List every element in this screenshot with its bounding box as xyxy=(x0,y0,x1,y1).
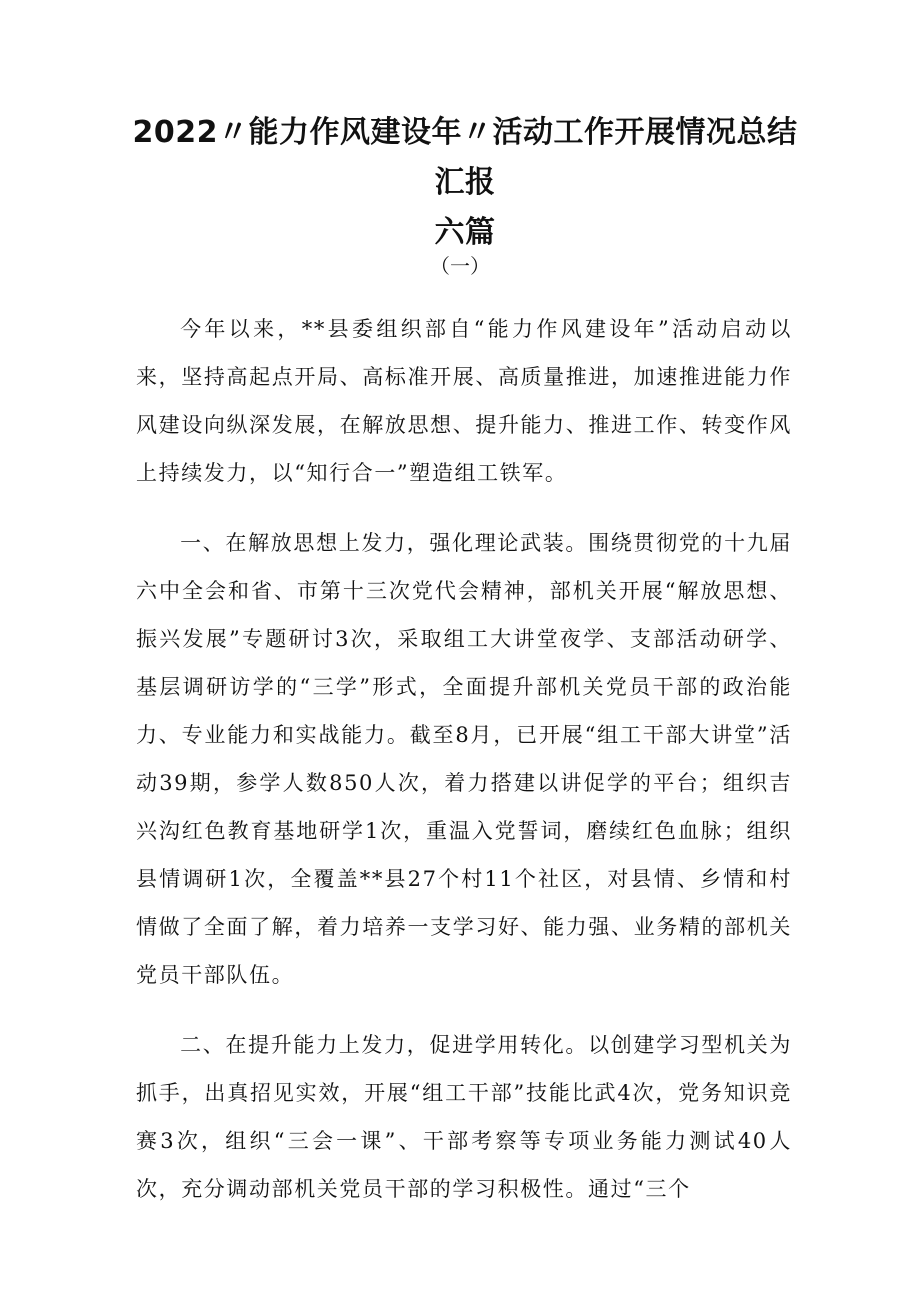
document-body xyxy=(136,305,792,1235)
paragraph-intro: 今年以来，**县委组织部自“能力作风建设年”活动启动以来，坚持高起点开局、高标准开展、高质量推进，加速推进能力作风建设向纵深发展，在解放思想、提升能力、推进工作、转变作风上持续发力，以“知行合一”塑造组工铁军。 xyxy=(136,317,792,485)
title-line-2: 六篇 xyxy=(434,215,496,250)
section-number: （一） xyxy=(430,254,490,278)
paragraph-section-2: 二、在提升能力上发力，促进学用转化。以创建学习型机关为抓手，出真招见实效，开展“组工干部”技能比武4次，党务知识竞赛3次，组织“三会一课”、干部考察等专项业务能力测试40人次，充分调动部机关党员干部的学习积极性。通过“三个 xyxy=(136,1033,792,1201)
paragraph-section-1: 一、在解放思想上发力，强化理论武装。围绕贯彻党的十九届六中全会和省、市第十三次党代会精神，部机关开展“解放思想、振兴发展”专题研讨3次，采取组工大讲堂夜学、支部活动研学、基层调研访学的“三学”形式，全面提升部机关党员干部的政治能力、专业能力和实战能力。截至8月，已开展“组工干部大讲堂”活动39期，参学人数850人次，着力搭建以讲促学的平台；组织吉兴沟红色教育基地研学1次，重温入党誓词，磨续红色血脉；组织县情调研1次，全覆盖**县27个村11个社区，对县情、乡情和村情做了全面了解，着力培养一支学习好、能力强、业务精的部机关党员干部队伍。 xyxy=(136,531,792,987)
title-line-1: 2022〃能力作风建设年〃活动工作开展情况总结汇报 xyxy=(132,115,798,200)
document-title xyxy=(120,108,810,258)
